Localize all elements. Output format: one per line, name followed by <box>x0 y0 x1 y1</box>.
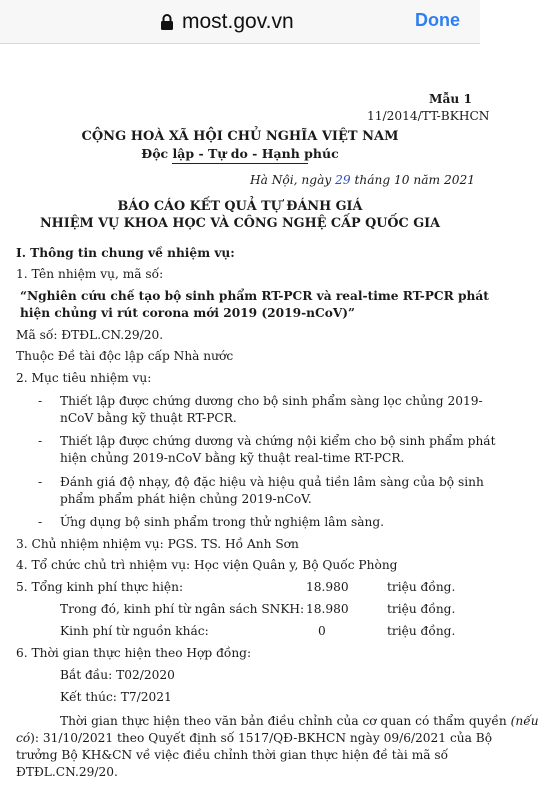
date-day: 29 <box>335 173 351 187</box>
end-date: Kết thúc: T7/2021 <box>60 690 172 704</box>
other-budget-unit: triệu đồng. <box>387 624 456 638</box>
item-5: 5. Tổng kinh phí thực hiện: <box>16 580 184 594</box>
section-1-heading: I. Thông tin chung về nhiệm vụ: <box>16 246 235 260</box>
task-code: Mã số: ĐTĐL.CN.29/20. <box>16 328 164 342</box>
report-title-2: NHIỆM VỤ KHOA HỌC VÀ CÔNG NGHỆ CẤP QUỐC GIA <box>39 216 441 231</box>
goal-3-line-1: Đánh giá độ nhạy, độ đặc hiệu và hiệu quả tiền lâm sàng của bộ sinh <box>60 475 484 489</box>
nation-title: CỘNG HOÀ XÃ HỘI CHỦ NGHĨA VIỆT NAM <box>81 129 399 144</box>
adjust-line-3: trưởng Bộ KH&CN về việc điều chỉnh thời gian thực hiện đề tài mã số <box>16 748 449 762</box>
start-date: Bắt đầu: T02/2020 <box>60 668 175 682</box>
form-label: Mẫu 1 <box>429 92 472 106</box>
adjust-text-2: ): 31/10/2021 theo Quyết định số 1517/QĐ-BKHCN ngày 09/6/2021 của Bộ <box>30 731 493 745</box>
goal-2-line-2: hiện chủng 2019-nCoV bằng kỹ thuật real-time RT-PCR. <box>60 451 405 465</box>
goal-2-line-1: Thiết lập được chứng dương và chứng nội kiểm cho bộ sinh phẩm phát <box>60 434 496 448</box>
adjust-line-1 <box>60 713 539 730</box>
bullet-dash: - <box>38 515 43 529</box>
bullet-dash: - <box>38 394 43 408</box>
total-budget-value: 18.980 <box>306 580 349 594</box>
goal-4: Ứng dụng bộ sinh phẩm trong thử nghiệm lâm sàng. <box>60 515 384 529</box>
goal-1-line-2: nCoV bằng kỹ thuật RT-PCR. <box>60 411 237 425</box>
adjust-text-1: Thời gian thực hiện theo văn bản điều chỉnh của cơ quan có thẩm quyền <box>60 714 507 728</box>
goal-3-line-2: phẩm phẩm phát hiện chủng 2019-nCoV. <box>60 492 312 506</box>
snkh-label: Trong đó, kinh phí từ ngân sách SNKH: <box>60 602 305 616</box>
report-title-1: BÁO CÁO KẾT QUẢ TỰ ĐÁNH GIÁ <box>117 199 363 214</box>
task-type: Thuộc Đề tài độc lập cấp Nhà nước <box>16 349 234 363</box>
other-budget-value: 0 <box>318 624 326 638</box>
bullet-dash: - <box>38 434 43 448</box>
task-name-line-2: hiện chủng vi rút corona mới 2019 (2019-nCoV)” <box>20 306 356 320</box>
done-button[interactable]: Done <box>415 10 460 30</box>
snkh-value: 18.980 <box>306 602 349 616</box>
motto: Độc lập - Tự do - Hạnh phúc <box>141 146 339 161</box>
bullet-dash: - <box>38 475 43 489</box>
date-suffix: tháng 10 năm 2021 <box>354 173 475 187</box>
adjust-line-4: ĐTĐL.CN.29/20. <box>16 765 118 779</box>
date-line <box>250 172 475 189</box>
adjust-note-1: (nếu <box>510 714 539 728</box>
adjust-note-2: có <box>16 731 31 745</box>
item-6: 6. Thời gian thực hiện theo Hợp đồng: <box>16 646 252 660</box>
item-2: 2. Mục tiêu nhiệm vụ: <box>16 371 152 385</box>
adjust-line-2 <box>16 730 492 747</box>
item-4: 4. Tổ chức chủ trì nhiệm vụ: Học viện Quân y, Bộ Quốc Phòng <box>16 558 398 572</box>
url-text: most.gov.vn <box>182 10 294 33</box>
item-3: 3. Chủ nhiệm nhiệm vụ: PGS. TS. Hồ Anh Sơn <box>16 537 299 551</box>
total-budget-unit: triệu đồng. <box>387 580 456 594</box>
address-bar[interactable] <box>160 9 294 35</box>
document-page <box>0 44 539 791</box>
other-budget-label: Kinh phí từ nguồn khác: <box>60 624 209 638</box>
motto-underline <box>172 163 308 164</box>
form-code: 11/2014/TT-BKHCN <box>367 109 490 123</box>
goal-1-line-1: Thiết lập được chứng dương cho bộ sinh phẩm sàng lọc chủng 2019- <box>60 394 483 408</box>
snkh-unit: triệu đồng. <box>387 602 456 616</box>
lock-icon <box>160 13 174 31</box>
task-name-line-1: “Nghiên cứu chế tạo bộ sinh phẩm RT-PCR và real-time RT-PCR phát <box>20 289 489 303</box>
browser-toolbar <box>0 0 480 44</box>
item-1: 1. Tên nhiệm vụ, mã số: <box>16 267 164 281</box>
date-prefix: Hà Nội, ngày <box>250 173 332 187</box>
